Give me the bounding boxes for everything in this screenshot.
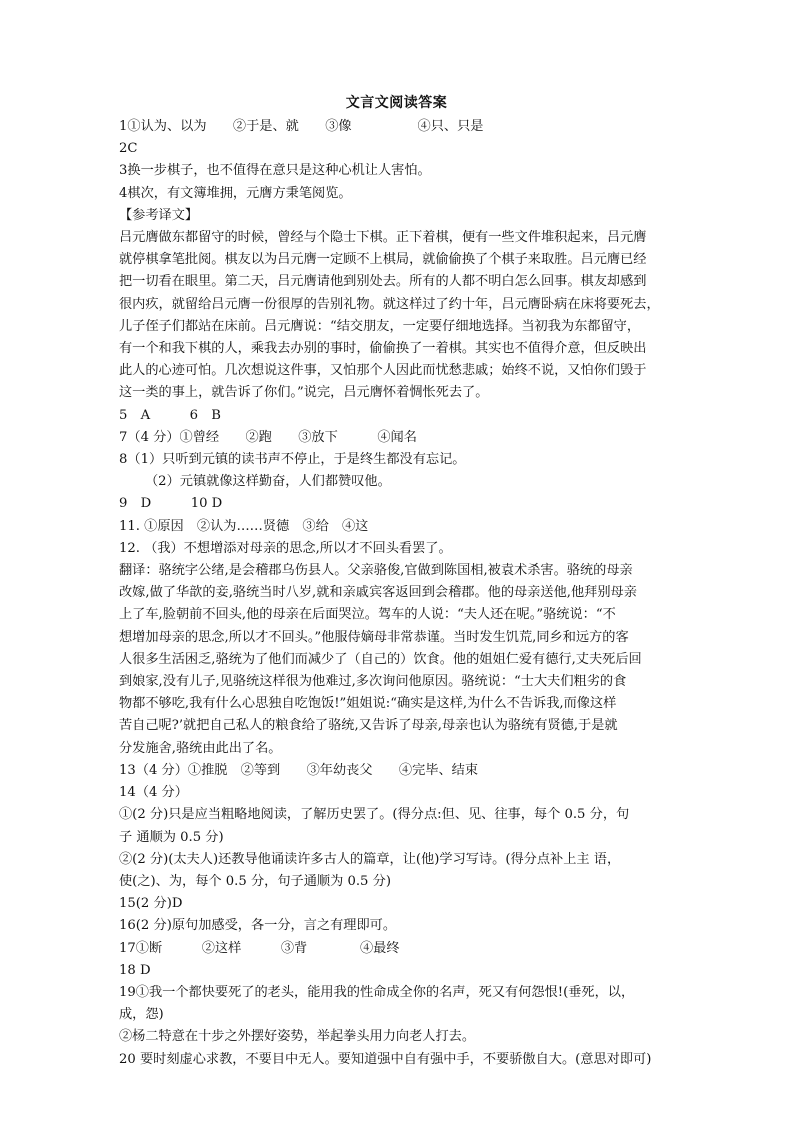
answer-line: 使(之)、为，每个 0.5 分，句子通顺为 0.5 分) bbox=[119, 873, 391, 889]
answer-line: 4棋次，有文簿堆拥，元膺方秉笔阅览。 bbox=[119, 185, 352, 201]
translation-line: 儿子侄子们都站在床前。吕元膺说：“结交朋友，一定要仔细地选择。当初我为东都留守， bbox=[119, 318, 641, 334]
translation-line: 分发施舍,骆统由此出了名。 bbox=[119, 740, 282, 756]
translation-line: 很内疚，就留给吕元膺一份很厚的告别礼物。就这样过了约十年，吕元膺卧病在床将要死去， bbox=[119, 296, 660, 312]
translation-line: 到娘家,没有儿子,见骆统这样很为他难过,多次询问他原因。骆统说：“士大夫们粗劣的食 bbox=[119, 674, 627, 690]
translation-line: 人很多生活困乏,骆统为了他们而减少了（自己的）饮食。他的姐姐仁爱有德行,丈夫死后回 bbox=[119, 651, 642, 667]
answer-line: 8（1）只听到元镇的读书声不停止，于是终生都没有忘记。 bbox=[119, 452, 466, 468]
translation-line: 想增加母亲的思念,所以才不回头。”他服侍嫡母非常恭谨。当时发生饥荒,同乡和远方的客 bbox=[119, 629, 629, 645]
translation-line: 吕元膺做东都留守的时候，曾经与个隐士下棋。正下着棋，便有一些文件堆积起来，吕元膺 bbox=[119, 230, 647, 246]
translation-line: 这一类的事上，就告诉了你们。”说完，吕元膺怀着惆怅死去了。 bbox=[119, 385, 489, 401]
answer-line: 16(2 分)原句加感受，各一分，言之有理即可。 bbox=[119, 918, 397, 934]
translation-line: 苦自己呢?’就把自己私人的粮食给了骆统,又告诉了母亲,母亲也认为骆统有贤德,于是就 bbox=[119, 718, 618, 734]
answer-line: 3换一步棋子，也不值得在意只是这种心机让人害怕。 bbox=[119, 163, 431, 179]
answer-line: 5 A 6 B bbox=[119, 407, 221, 423]
translation-line: 翻译：骆统字公绪,是会稽郡乌伤县人。父亲骆俊,官做到陈国相,被袁术杀害。骆统的母亲 bbox=[119, 563, 633, 579]
answer-line: ①(2 分)只是应当粗略地阅读，了解历史罢了。(得分点:但、见、往事，每个 0.5 分，句 bbox=[119, 807, 630, 823]
answer-line: 15(2 分)D bbox=[119, 896, 183, 912]
answer-line: ②杨二特意在十步之外摆好姿势，举起拳头用力向老人打去。 bbox=[119, 1029, 476, 1045]
answer-line: 18 D bbox=[119, 962, 151, 978]
translation-line: 改嫁,做了华歆的妾,骆统当时八岁,就和亲戚宾客返回到会稽郡。他的母亲送他,他拜别母亲 bbox=[119, 585, 637, 601]
answer-line: 子 通顺为 0.5 分) bbox=[119, 829, 224, 845]
answer-line: 9 D 10 D bbox=[119, 496, 223, 512]
translation-line: 有一个和我下棋的人，乘我去办别的事时，偷偷换了一着棋。其实也不值得介意，但反映出 bbox=[119, 341, 647, 357]
answer-line: 11. ①原因 ②认为……贤德 ③给 ④这 bbox=[119, 518, 369, 534]
answer-line: 17①断 ②这样 ③背 ④最终 bbox=[119, 940, 400, 956]
translation-line: 物都不够吃,我有什么心思独自吃饱饭!”姐姐说:“确实是这样,为什么不告诉我,而像这样 bbox=[119, 696, 617, 712]
answer-line: 19①我一个都快要死了的老头，能用我的性命成全你的名声，死又有何怨恨!(垂死，以， bbox=[119, 984, 635, 1000]
translation-line: 把一切看在眼里。第二天，吕元膺请他到别处去。所有的人都不明白怎么回事。棋友却感到 bbox=[119, 274, 647, 290]
answer-line: 20 要时刻虚心求教，不要目中无人。要知道强中自有强中手，不要骄傲自大。(意思对即可) bbox=[119, 1051, 652, 1067]
translation-line: 上了车,脸朝前不回头,他的母亲在后面哭泣。驾车的人说：“夫人还在呢。”骆统说：“不 bbox=[119, 607, 616, 623]
answer-line: 14（4 分） bbox=[119, 785, 188, 801]
answer-content bbox=[119, 116, 681, 1071]
answer-line: 2C bbox=[119, 141, 138, 157]
translation-line: 就停棋拿笔批阅。棋友以为吕元膺一定顾不上棋局，就偷偷换了个棋子来取胜。吕元膺已经 bbox=[119, 252, 647, 268]
answer-line: 成，怨) bbox=[119, 1007, 164, 1023]
document-title: 文言文阅读答案 bbox=[345, 95, 448, 111]
section-heading: 【参考译文】 bbox=[119, 207, 199, 223]
answer-line: 12. （我）不想增添对母亲的思念,所以才不回头看罢了。 bbox=[119, 540, 452, 556]
answer-line: 7（4 分）①曾经 ②跑 ③放下 ④闻名 bbox=[119, 429, 417, 445]
answer-line: 13（4 分）①推脱 ②等到 ③年幼丧父 ④完毕、结束 bbox=[119, 762, 479, 778]
answer-line: 1①认为、以为 ②于是、就 ③像 ④只、只是 bbox=[119, 119, 484, 134]
answer-line: ②(2 分)(太夫人)还教导他诵读许多古人的篇章，让(他)学习写诗。(得分点补上主 语， bbox=[119, 851, 621, 867]
answer-line: （2）元镇就像这样勤奋，人们都赞叹他。 bbox=[145, 474, 391, 490]
translation-line: 此人的心迹可怕。几次想说这件事，又怕那个人因此而忧愁悲戚；始终不说，又怕你们毁于 bbox=[119, 363, 647, 379]
